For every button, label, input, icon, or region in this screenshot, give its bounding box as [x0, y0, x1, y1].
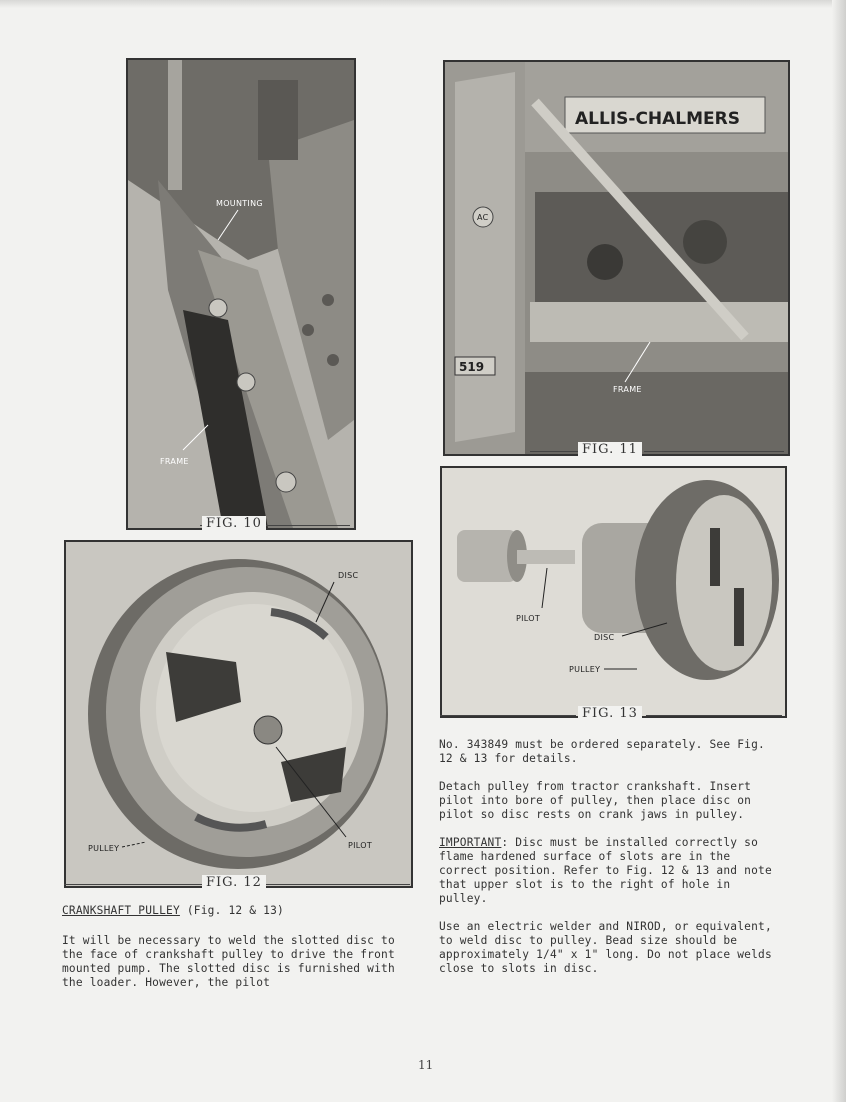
crankshaft-heading: CRANKSHAFT PULLEY — [62, 904, 180, 917]
fig12-caption-rule-left — [64, 884, 204, 885]
fig11-plate-number: 519 — [459, 360, 485, 374]
figure-13-photo — [440, 466, 787, 718]
fig10-label-mounting: MOUNTING — [216, 199, 263, 208]
page-number: 11 — [418, 1058, 434, 1072]
right-paragraph-3 — [439, 836, 785, 906]
fig11-caption: FIG. 11 — [578, 442, 642, 457]
fig11-caption-rule-right — [644, 451, 784, 452]
right-paragraph-2: Detach pulley from tractor crankshaft. Insert pilot into bore of pulley, then place disc on pilot so disc rests on crank jaws in pulley. — [439, 780, 752, 821]
right-column-text — [439, 738, 785, 990]
page-top-edge — [0, 0, 846, 8]
fig13-label-disc: DISC — [594, 633, 615, 642]
crankshaft-heading-suffix: (Fig. 12 & 13) — [179, 904, 284, 917]
fig11-brand-nameplate: ALLIS-CHALMERS — [575, 109, 741, 129]
fig12-label-pilot: PILOT — [348, 841, 373, 850]
fig13-caption-rule-right — [646, 715, 782, 716]
important-label: IMPORTANT — [439, 836, 502, 849]
fig12-caption-rule-right — [266, 884, 410, 885]
right-paragraph-4: Use an electric welder and NIROD, or equivalent, to weld disc to pulley. Bead size should be approximately 1/4" x 1" long. Do not place welds close to slots in disc. — [439, 920, 772, 975]
left-column-text — [62, 904, 408, 1004]
figure-11-photo — [443, 60, 790, 456]
fig10-label-frame: FRAME — [160, 457, 189, 466]
important-text: : Disc must be installed correctly so flame hardened surface of slots are in the correct position. Refer to Fig. 12 & 13 and note that upper slot is to the right of hole in pulley. — [439, 836, 772, 905]
fig13-label-pulley: PULLEY — [569, 665, 601, 674]
fig11-label-frame: FRAME — [613, 385, 642, 394]
crankshaft-heading-line — [62, 904, 408, 918]
fig12-label-disc: DISC — [338, 571, 359, 580]
fig10-caption: FIG. 10 — [202, 516, 266, 531]
fig13-caption-rule-left — [440, 715, 576, 716]
fig11-caption-rule-left — [530, 451, 578, 452]
fig12-caption: FIG. 12 — [202, 875, 266, 890]
fig13-label-pilot: PILOT — [516, 614, 541, 623]
page-right-shadow — [832, 0, 846, 1102]
crankshaft-paragraph: It will be necessary to weld the slotted disc to the face of crankshaft pulley to drive the front mounted pump. The slotted disc is furnished with the loader. However, the pilot — [62, 934, 395, 989]
fig12-label-pulley: PULLEY — [88, 844, 120, 853]
figure-12-photo — [64, 540, 413, 888]
fig11-ac-logo: AC — [477, 213, 489, 222]
figure-10-photo — [126, 58, 356, 530]
fig13-caption: FIG. 13 — [578, 706, 642, 721]
right-paragraph-1: No. 343849 must be ordered separately. See Fig. 12 & 13 for details. — [439, 738, 765, 765]
